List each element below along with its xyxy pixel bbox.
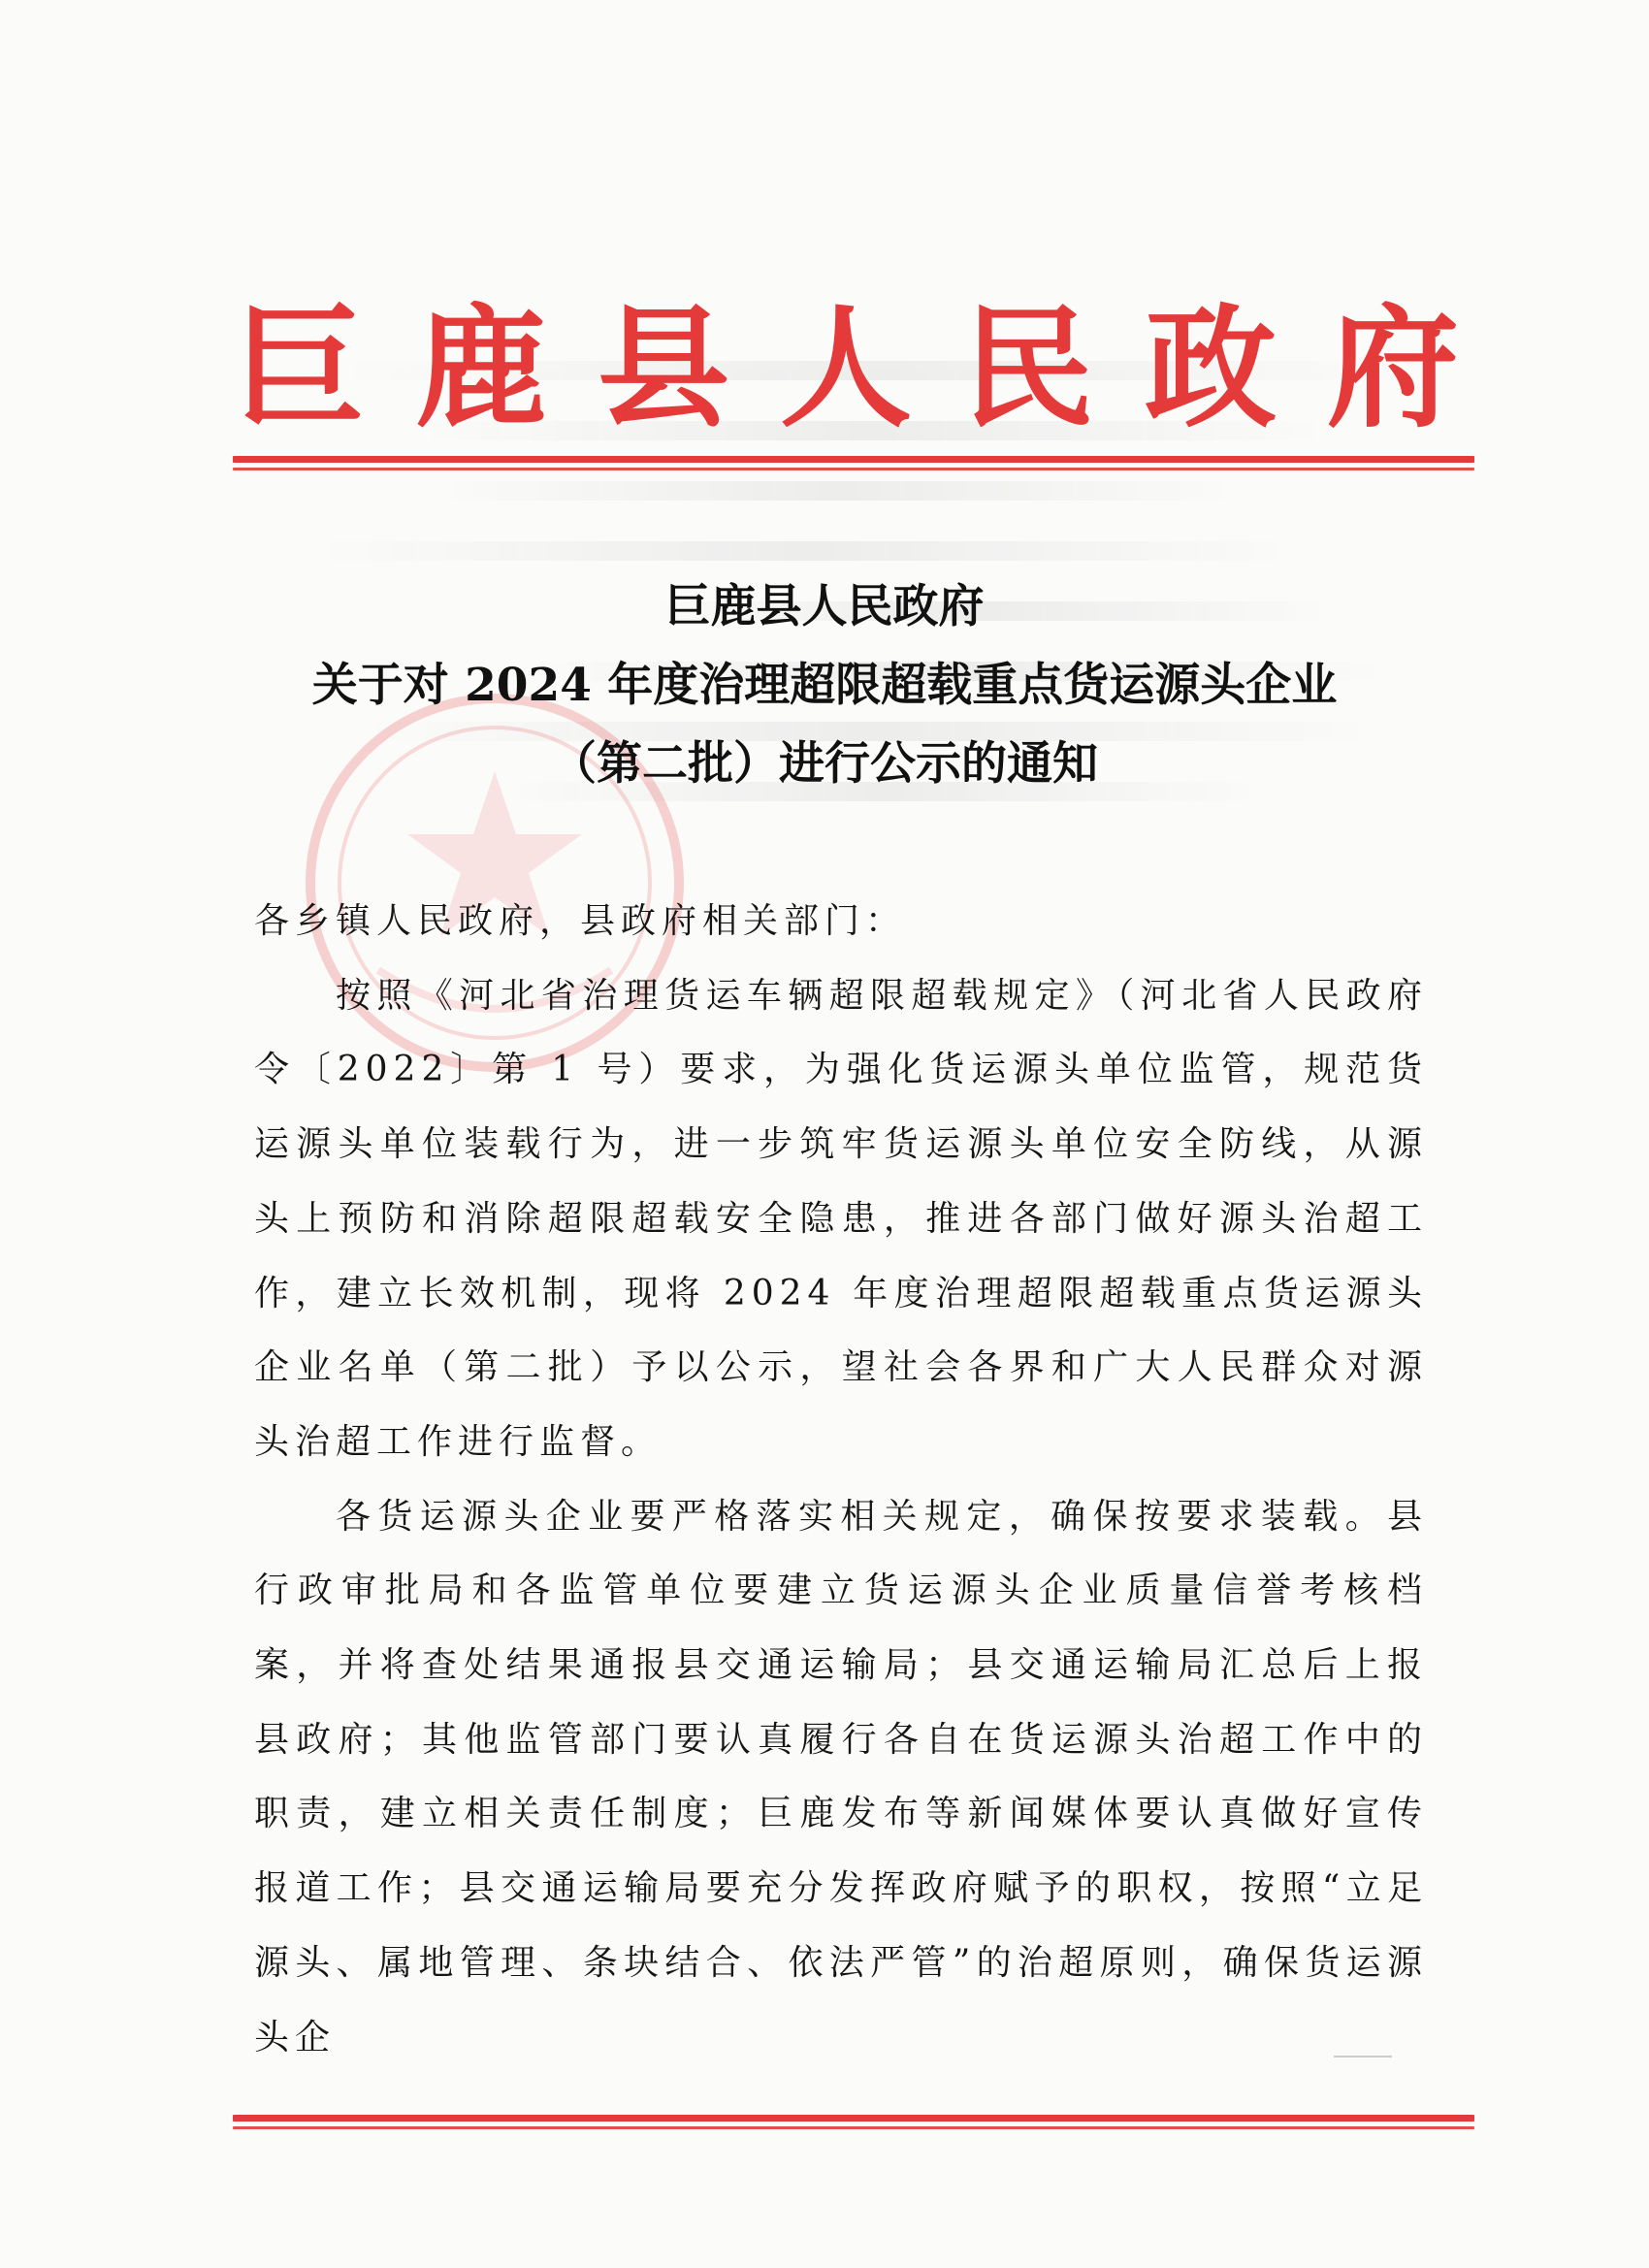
page-number-mark [1334,2042,1392,2057]
document-body [254,885,1428,2075]
letterhead-red-rule [233,456,1474,470]
body-paragraph-2: 各货运源头企业要严格落实相关规定，确保按要求装载。县行政审批局和各监管单位要建立货运源头企业质量信誉考核档案，并将查处结果通报县交通运输局；县交通运输局汇总后上报县政府；其他监管部门要认真履行各自在货运源头治超工作中的职责，建立相关责任制度；巨鹿发布等新闻媒体要认真做好宣传报道工作；县交通运输局要充分发挥政府赋予的职权，按照“立足源头、属地管理、条块结合、依法严管”的治超原则，确保货运源头企 [254,1496,1428,2057]
salutation: 各乡镇人民政府，县政府相关部门： [254,901,907,941]
document-title [233,567,1416,803]
title-line-3: （第二批）进行公示的通知 [551,737,1098,791]
footer-red-rule [233,2115,1474,2129]
letterhead-title: 巨鹿县人民政府 [233,291,1509,446]
title-line-2: 关于对 2024 年度治理超限超载重点货运源头企业 [311,659,1338,712]
title-line-1: 巨鹿县人民政府 [664,580,985,633]
body-paragraph-1: 按照《河北省治理货运车辆超限超载规定》（河北省人民政府令〔2022〕第 1 号）要求，为强化货运源头单位监管，规范货运源头单位装载行为，进一步筑牢货运源头单位安全防线，从源头上预防和消除超限超载安全隐患，推进各部门做好源头治超工作，建立长效机制，现将 2024 年度治理超限超载重点货运源头企业名单（第二批）予以公示，望社会各界和广大人民群众对源头治超工作进行监督。 [254,975,1428,1462]
